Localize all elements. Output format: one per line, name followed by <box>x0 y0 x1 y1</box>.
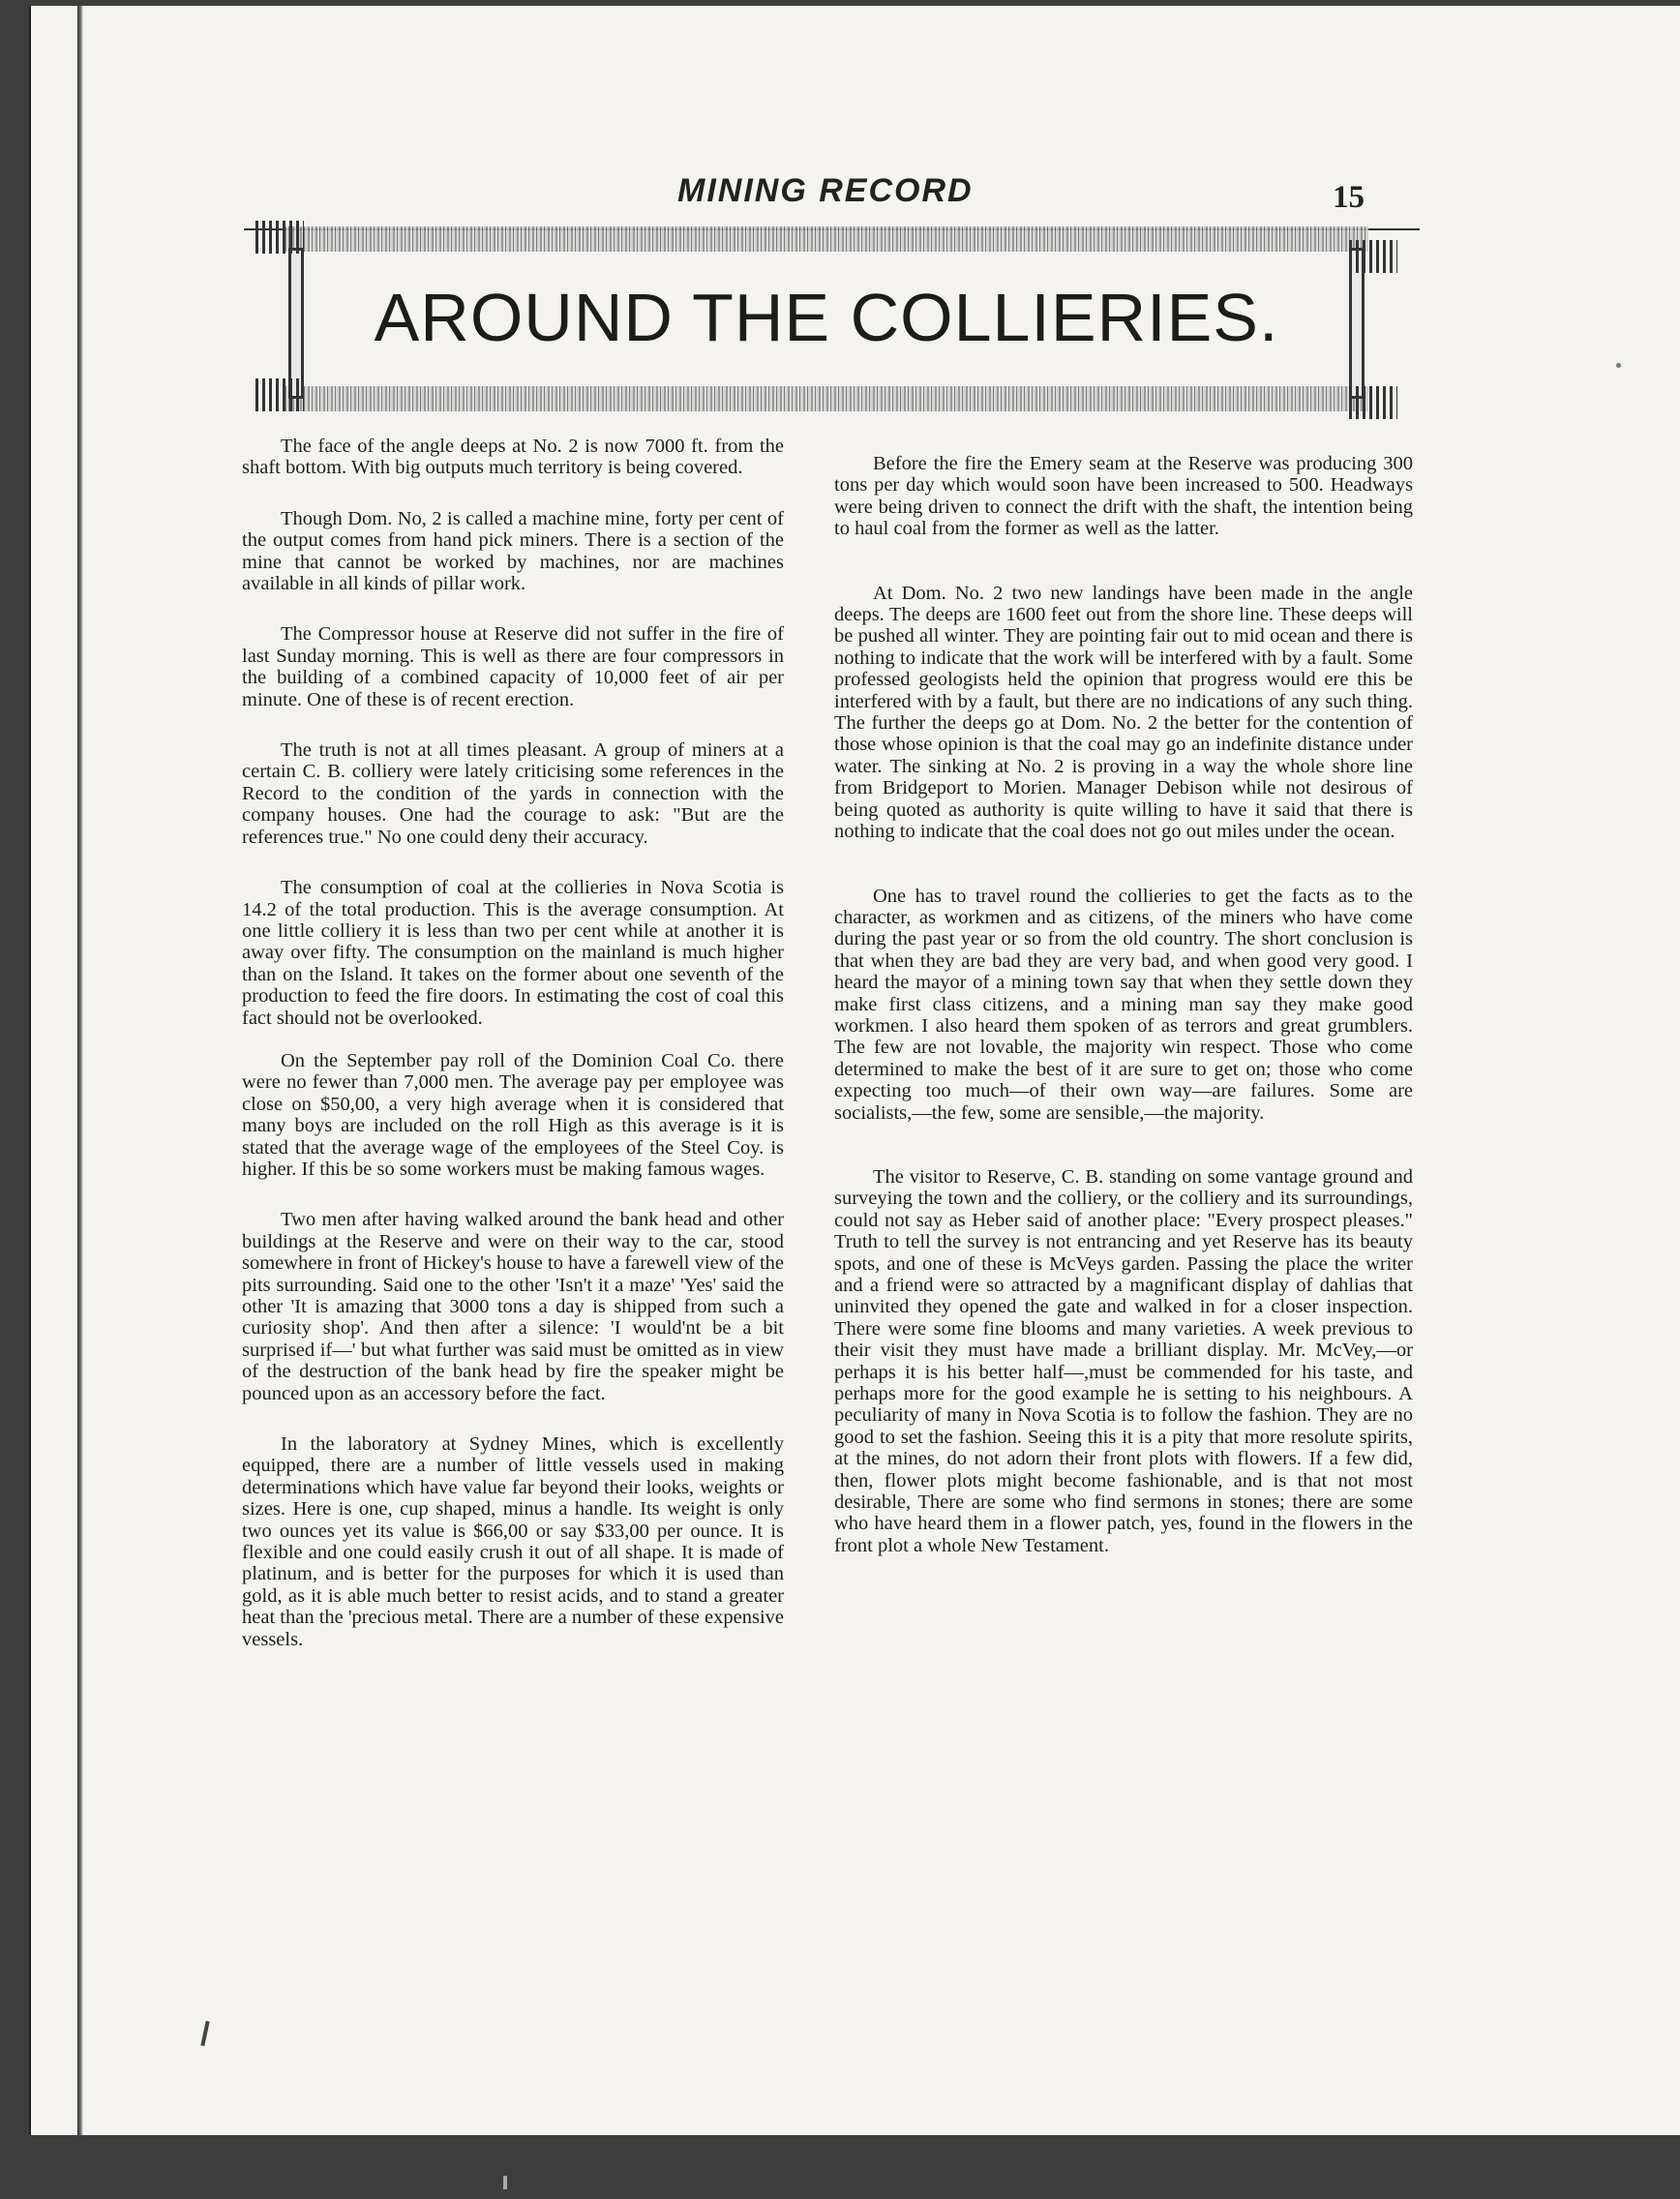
paragraph: The consumption of coal at the collieries in Nova Scotia is 14.2 of the total production. This is the average consumption. At one little colliery it is less than two per cent while at another it is away over fifty. The consumption on the mainland is much higher than on the Island. It takes on the former about one seventh of the production to feed the fire doors. In estimating the cost of coal this fact should not be overlooked. <box>242 877 784 1029</box>
banner-bottom-bar <box>285 386 1368 411</box>
article-title: AROUND THE COLLIERIES. <box>374 280 1279 355</box>
scan-mark <box>503 2176 507 2189</box>
banner-corner-ornament <box>255 221 304 254</box>
banner-corner-ornament <box>255 378 304 411</box>
paragraph: At Dom. No. 2 two new landings have been made in the angle deeps. The deeps are 1600 feet out from the shore line. These deeps will be pushed all winter. They are pointing fair out to mid ocean and there is nothing to indicate that the work will be interfered with by a fault. Some professed geologists held the opinion that progress would ere this be interfered with by a fault, but there are no indications of any such thing. The further the deeps go at Dom. No. 2 the better for the contention of those whose opinion is that the coal may go an indefinite distance under water. The sinking at No. 2 is proving in a way the whole shore line from Bridgeport to Morien. Manager Debison while not desirous of being quoted as authority is quite willing to have it said that there is nothing to indicate that the coal does not go out miles under the ocean. <box>834 582 1413 843</box>
paragraph: The face of the angle deeps at No. 2 is now 7000 ft. from the shaft bottom. With big outputs much territory is being covered. <box>242 436 784 479</box>
banner-corner-ornament <box>1349 386 1397 419</box>
paragraph: Two men after having walked around the bank head and other buildings at the Reserve and were on their way to the car, stood somewhere in front of Hickey's house to have a farewell view of the pits surrounding. Said one to the other 'Isn't it a maze' 'Yes' said the other 'It is amazing that 3000 tons a day is shipped from such a curiosity shop'. And then after a silence: 'I would'nt be a bit surprised if—' but what further was said must be omitted as in view of the destruction of the bank head by fire the speaker might be pounced upon as an accessory before the fact. <box>242 1209 784 1404</box>
paragraph: The visitor to Reserve, C. B. standing on some vantage ground and surveying the town and the colliery, or the colliery and its surroundings, could not say as Heber said of another place: "Every prospect pleases." Truth to tell the survey is not entrancing and yet Reserve has its beauty spots, and one of these is McVeys garden. Passing the place the writer and a friend were so attracted by a magnificant display of dahlias that uninvited they opened the gate and walked in for a closer inspection. There were some fine blooms and many varieties. A week previous to their visit they must have made a brilliant display. Mr. McVey,—or perhaps it is his better half—,must be commended for his taste, and perhaps more for the good example he is setting to his neighbours. A peculiarity of many in Nova Scotia is to follow the fashion. They are no good to set the fashion. Seeing this it is a pity that more resolute spirits, at the mines, do not adorn their front plots with flowers. If a few did, then, flower plots might become fashionable, and is that not most desirable, There are some who find sermons in stones; there are some who have heard them in a flower patch, yes, found in the flowers in the front plot a whole New Testament. <box>834 1165 1413 1556</box>
scan-speck <box>1616 363 1621 368</box>
left-column <box>242 436 784 1650</box>
running-head: MINING RECORD <box>677 172 974 209</box>
banner-corner-ornament <box>1349 240 1397 273</box>
page-number: 15 <box>1333 180 1365 215</box>
banner-top-bar <box>285 226 1368 252</box>
paragraph: In the laboratory at Sydney Mines, which is excellently equipped, there are a number of little vessels used in making determinations which have value far beyond their looks, weights or sizes. Here is one, cup shaped, minus a handle. Its weight is only two ounces yet its value is $66,00 or say $33,00 per ounce. It is flexible and one could easily crush it out of all shape. It is made of platinum, and is better for the purposes for which it is used than gold, as it is able much better to resist acids, and to stand a greater heat than the 'precious metal. There are a number of these expensive vessels. <box>242 1433 784 1650</box>
page-binding-edge <box>77 6 83 2135</box>
paragraph: Before the fire the Emery seam at the Reserve was producing 300 tons per day which would soon have been increased to 500. Headways were being driven to connect the drift with the shaft, the intention being to haul coal from the former as well as the latter. <box>834 453 1413 540</box>
right-column <box>834 453 1413 1556</box>
title-banner <box>255 221 1397 419</box>
paragraph: On the September pay roll of the Dominion Coal Co. there were no fewer than 7,000 men. The average pay per employee was close on $50,00, a very high average when it is considered that many boys are included on the roll High as this average is it is stated that the average wage of the employees of the Steel Coy. is higher. If this be so some workers must be making famous wages. <box>242 1049 784 1180</box>
paragraph: The truth is not at all times pleasant. A group of miners at a certain C. B. colliery were lately criticising some references in the Record to the condition of the yards in connection with the company houses. One had the courage to ask: "But are the references true." No one could deny their accuracy. <box>242 739 784 848</box>
paragraph: Though Dom. No, 2 is called a machine mine, forty per cent of the output comes from hand pick miners. There is a section of the mine that cannot be worked by machines, nor are machines available in all kinds of pillar work. <box>242 507 784 595</box>
paragraph: The Compressor house at Reserve did not suffer in the fire of last Sunday morning. This is well as there are four compressors in the building of a combined capacity of 10,000 feet of air per minute. One of these is of recent erection. <box>242 623 784 710</box>
paragraph: One has to travel round the collieries to get the facts as to the character, as workmen and as citizens, of the miners who have come during the past year or so from the old country. The short conclusion is that when they are bad they are very bad, and when good very good. I heard the mayor of a mining town say that when they settle down they make first class citizens, and a mining man say they make good workmen. I also heard them spoken of as terrors and great grumblers. The few are not lovable, the majority win respect. Those who come determined to make the best of it are sure to get on; those who come expecting too much—of their own way—are failures. Some are socialists,—the few, some are sensible,—the majority. <box>834 885 1413 1124</box>
